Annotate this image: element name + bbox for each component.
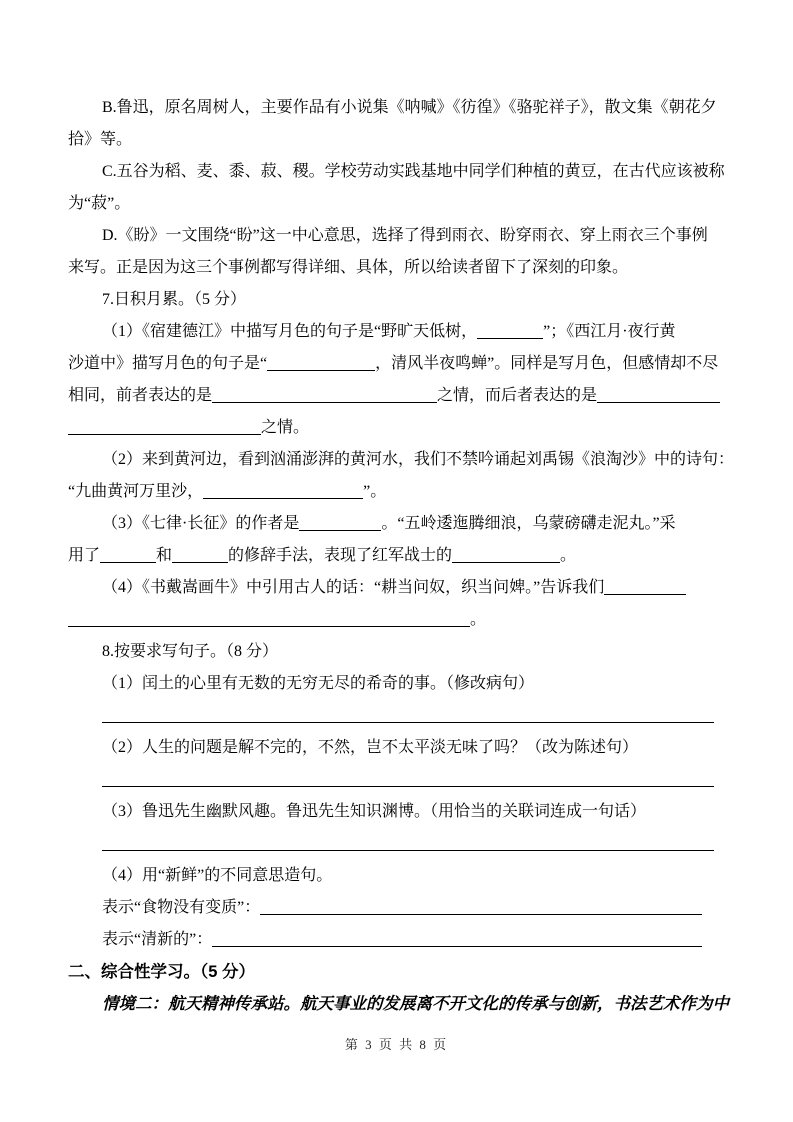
question-7-heading [68, 284, 728, 316]
q7-item-4-line-2 [68, 604, 728, 636]
text-segment: 拾》等。 [68, 131, 133, 148]
document-body [68, 92, 735, 1020]
text-segment: （4）《书戴嵩画牛》中引用古人的话：“耕当问奴，织当问婢。”告诉我们 [102, 579, 605, 596]
text-segment: 表示“清新的”： [102, 931, 213, 948]
text-segment: D.《盼》一文围绕“盼”这一中心意思，选择了得到雨衣、盼穿雨衣、穿上雨衣三个事例 [102, 227, 708, 244]
answer-blank [172, 558, 228, 563]
page-number-footer: 第 3 页 共 8 页 [344, 1037, 449, 1052]
answer-blank [102, 718, 714, 723]
text-segment: 为“菽”。 [68, 195, 131, 212]
text-segment: 情境二：航天精神传承站。航天事业的发展离不开文化的传承与创新，书法艺术作为中 [102, 995, 729, 1013]
answer-blank [203, 494, 363, 499]
q8-item-3 [68, 796, 728, 828]
q7-item-3-line-2 [68, 540, 728, 572]
q7-item-1-line-3 [68, 380, 728, 412]
text-segment: 之情，而后者表达的是 [437, 387, 598, 404]
answer-blank [100, 558, 156, 563]
answer-blank [299, 526, 381, 531]
q7-item-2-line-1 [68, 444, 735, 476]
q8-item-2 [68, 732, 728, 764]
text-segment: （3）鲁迅先生幽默风趣。鲁迅先生知识渊博。（用恰当的关联词连成一句话） [102, 803, 647, 820]
answer-blank [260, 910, 702, 915]
text-segment: 7.日积月累。（5 分） [102, 291, 247, 308]
text-segment: 。 [470, 611, 487, 628]
text-segment: C.五谷为稻、麦、黍、菽、稷。学校劳动实践基地中同学们种植的黄豆，在古代应该被称 [102, 163, 725, 180]
text-segment: （1）《宿建德江》中描写月色的句子是“野旷天低树， [102, 323, 478, 340]
option-c-line-2 [68, 188, 728, 220]
text-segment: 8.按要求写句子。（8 分） [102, 643, 279, 660]
question-8-heading [68, 636, 728, 668]
q8-item-3-answer-line [68, 828, 728, 860]
text-segment: 。 [560, 547, 577, 564]
q7-item-1-line-1 [68, 316, 728, 348]
text-segment: B.鲁迅，原名周树人，主要作品有小说集《呐喊》《彷徨》《骆驼祥子》，散文集《朝花夕 [102, 99, 717, 116]
option-d-line-2 [68, 252, 728, 284]
q8-item-4-sub-2 [68, 924, 728, 956]
answer-blank [477, 334, 543, 339]
text-segment: 表示“食物没有变质”： [102, 899, 261, 916]
q8-item-4 [68, 860, 728, 892]
text-segment: 之情。 [261, 419, 310, 436]
text-segment: （2）来到黄河边，看到汹涌澎湃的黄河水，我们不禁吟诵起刘禹锡《浪淘沙》中的诗句： [102, 451, 735, 468]
text-segment: 沙道中》描写月色的句子是“ [68, 355, 268, 372]
answer-blank [212, 398, 437, 403]
option-b-line-2 [68, 124, 728, 156]
text-segment: 来写。正是因为这三个事例都写得详细、具体，所以给读者留下了深刻的印象。 [68, 259, 629, 276]
scenario-2-intro [68, 988, 728, 1020]
answer-blank [68, 622, 470, 627]
q7-item-3-line-1 [68, 508, 728, 540]
q8-item-1-answer-line [68, 700, 728, 732]
text-segment: 二、综合性学习。（5 分） [68, 963, 256, 981]
q7-item-4-line-1 [68, 572, 728, 604]
option-c-line-1 [68, 156, 728, 188]
answer-blank [267, 366, 375, 371]
text-segment: ，清风半夜鸣蝉”。同样是写月色，但感情却不尽 [375, 355, 719, 372]
text-segment: ”。 [363, 483, 387, 500]
q8-item-1 [68, 668, 728, 700]
text-segment: （4）用“新鲜”的不同意思造句。 [102, 867, 333, 884]
answer-blank [597, 398, 720, 403]
text-segment: 。“五岭逶迤腾细浪，乌蒙磅礴走泥丸。”采 [381, 515, 676, 532]
answer-blank [68, 430, 261, 435]
answer-blank [604, 590, 686, 595]
q8-item-2-answer-line [68, 764, 728, 796]
answer-blank [452, 558, 560, 563]
option-d-line-1 [68, 220, 728, 252]
q7-item-1-line-2 [68, 348, 728, 380]
q7-item-2-line-2 [68, 476, 728, 508]
text-segment: （1）闰土的心里有无数的无穷无尽的希奇的事。（修改病句） [102, 675, 535, 692]
q7-item-1-line-4 [68, 412, 728, 444]
text-segment: “九曲黄河万里沙， [68, 483, 204, 500]
text-segment: 相同，前者表达的是 [68, 387, 213, 404]
answer-blank [102, 782, 714, 787]
q8-item-4-sub-1 [68, 892, 728, 924]
answer-blank [212, 942, 702, 947]
section-2-heading [68, 956, 728, 988]
answer-blank [102, 846, 714, 851]
text-segment: 用了 [68, 547, 101, 564]
text-segment: ”；《西江月·夜行黄 [543, 323, 676, 340]
text-segment: 的修辞手法，表现了红军战士的 [228, 547, 453, 564]
text-segment: （2）人生的问题是解不完的，不然，岂不太平淡无味了吗？（改为陈述句） [102, 739, 639, 756]
text-segment: （3）《七律·长征》的作者是 [102, 515, 300, 532]
text-segment: 和 [156, 547, 173, 564]
option-b-line-1 [68, 92, 728, 124]
